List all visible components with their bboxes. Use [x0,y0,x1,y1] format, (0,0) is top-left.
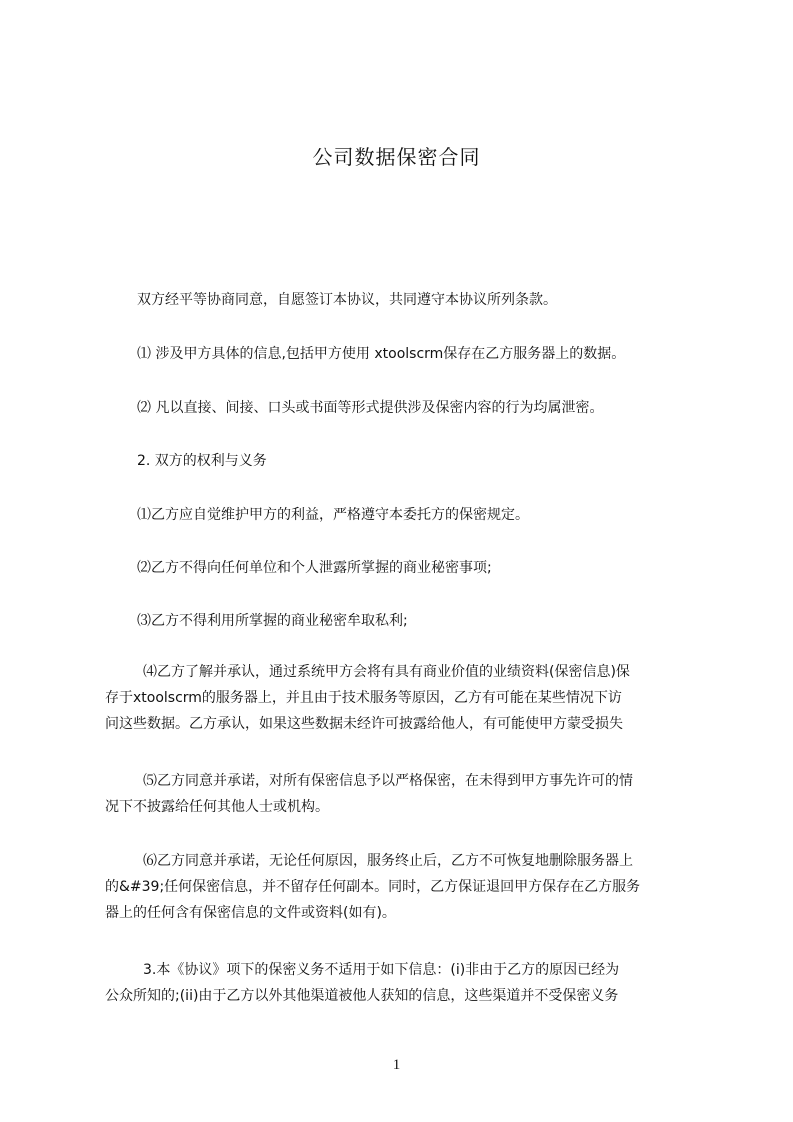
paragraph-line: 问这些数据。乙方承认，如果这些数据未经许可披露给他人，有可能使甲方蒙受损失 [105,716,623,732]
clause-2-4 [105,659,709,737]
section-heading: 2. 双方的权利与义务 [137,453,267,469]
clause-3 [105,957,709,1009]
clause-2-3 [105,608,741,634]
document-title: 公司数据保密合同 [312,145,481,169]
clause-2-2 [105,555,741,581]
clause-2-5 [105,768,709,820]
paragraph-line: 公众所知的;(ii)由于乙方以外其他渠道被他人获知的信息，这些渠道并不受保密义务 [105,988,619,1004]
paragraph-line: ⑵乙方不得向任何单位和个人泄露所掌握的商业秘密事项; [137,560,492,576]
paragraph-line: ⑴ 涉及甲方具体的信息,包括甲方使用 xtoolscrm保存在乙方服务器上的数据。 [137,346,626,362]
paragraph-line: ⑶乙方不得利用所掌握的商业秘密牟取私利; [137,613,408,629]
clause-2-6 [105,848,709,926]
clause-1-1 [105,341,741,367]
section-2-heading [105,448,741,474]
clause-1-2 [105,395,741,421]
paragraph-line: ⑸乙方同意并承诺，对所有保密信息予以严格保密，在未得到甲方事先许可的情 [143,773,633,789]
paragraph-line: 的&#39;任何保密信息，并不留存任何副本。同时，乙方保证退回甲方保存在乙方服务 [105,879,641,895]
paragraph-line: 存于xtoolscrm的服务器上，并且由于技术服务等原因，乙方有可能在某些情况下访 [105,690,622,706]
clause-2-1 [105,502,741,528]
paragraph-line: 况下不披露给任何其他人士或机构。 [105,799,329,815]
paragraph-line: 双方经平等协商同意，自愿签订本协议，共同遵守本协议所列条款。 [137,292,557,308]
page-number: 1 [392,1057,401,1073]
paragraph-line: ⑵ 凡以直接、间接、口头或书面等形式提供涉及保密内容的行为均属泄密。 [137,400,604,416]
paragraph-line: ⑹乙方同意并承诺，无论任何原因，服务终止后，乙方不可恢复地删除服务器上 [143,853,633,869]
paragraph-line: 3.本《协议》项下的保密义务不适用于如下信息：(i)非由于乙方的原因已经为 [143,962,620,978]
paragraph-line: ⑴乙方应自觉维护甲方的利益，严格遵守本委托方的保密规定。 [137,507,529,523]
intro-paragraph [105,287,741,313]
paragraph-line: ⑷乙方了解并承认，通过系统甲方会将有具有商业价值的业绩资料(保密信息)保 [143,664,630,680]
paragraph-line: 器上的任何含有保密信息的文件或资料(如有)。 [105,905,396,921]
